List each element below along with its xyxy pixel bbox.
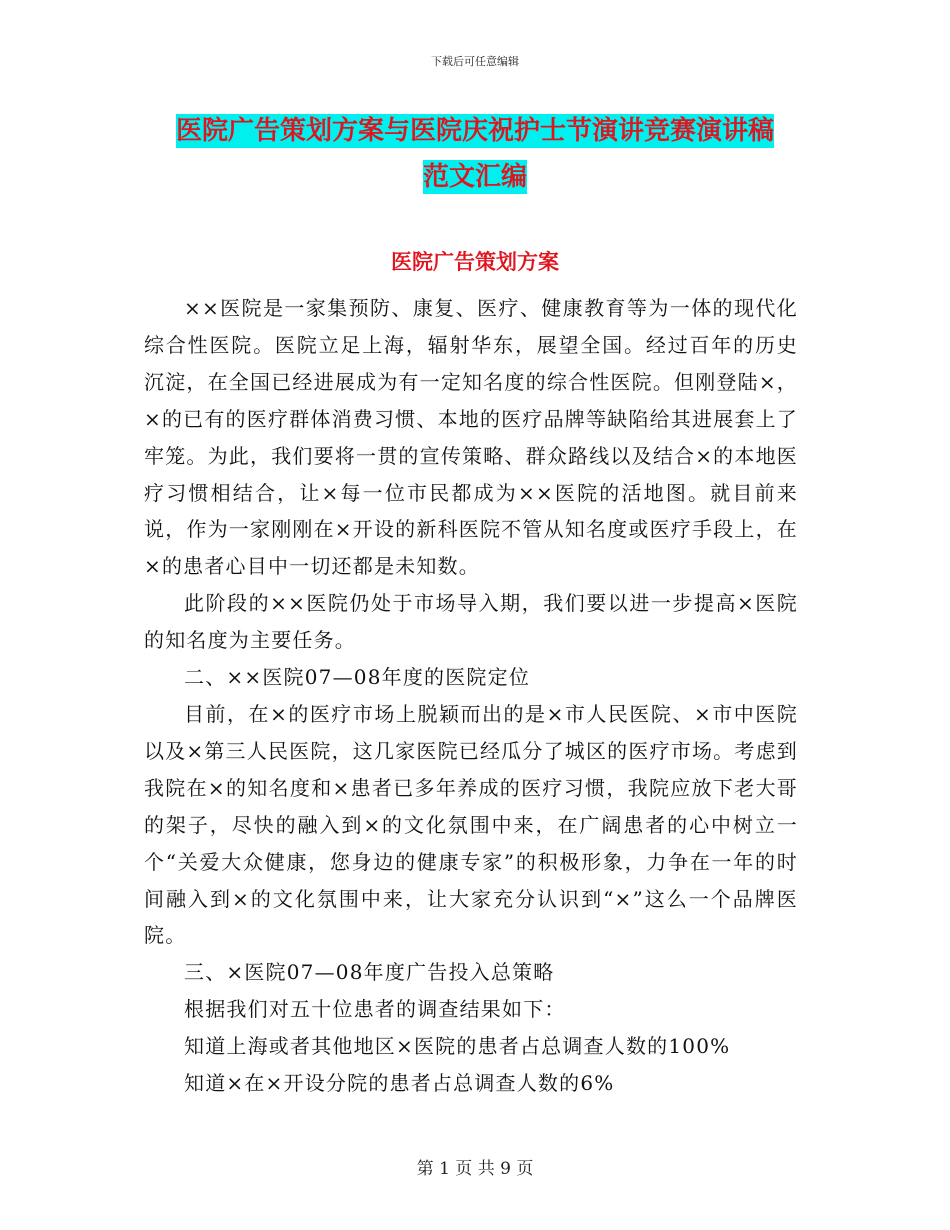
paragraph: 知道上海或者其他地区×医院的患者占总调查人数的100%: [184, 1034, 731, 1059]
paragraph: 此阶段的××医院仍处于市场导入期，我们要以进一步提高×医院的知名度为主要任务。: [144, 591, 798, 653]
page-number-footer: 第 1 页 共 9 页: [416, 1159, 534, 1179]
paragraph: ××医院是一家集预防、康复、医疗、健康教育等为一体的现代化综合性医院。医院立足上海，辐射华东，展望全国。经过百年的历史沉淀，在全国已经进展成为有一定知名度的综合性医院。但刚登陆×，×的已有的医疗群体消费习惯、本地的医疗品牌等缺陷给其进展套上了牢笼。为此，我们要将一贯的宣传策略、群众路线以及结合×的本地医疗习惯相结合，让×每一位市民都成为××医院的活地图。就目前来说，作为一家刚刚在×开设的新科医院不管从知名度或医疗手段上，在×的患者心目中一切还都是未知数。: [144, 296, 798, 579]
paragraph: 三、×医院07—08年度广告投入总策略: [184, 960, 555, 985]
document-title-line-2: 范文汇编: [422, 162, 527, 192]
document-body: [144, 290, 798, 1102]
paragraph: 二、××医院07—08年度的医院定位: [184, 665, 531, 690]
document-title-line-1: 医院广告策划方案与医院庆祝护士节演讲竞赛演讲稿: [175, 116, 774, 146]
paragraph: 知道×在×开设分院的患者占总调查人数的6%: [184, 1071, 615, 1096]
paragraph: 目前，在×的医疗市场上脱颖而出的是×市人民医院、×市中医院以及×第三人民医院，这几家医院已经瓜分了城区的医疗市场。考虑到我院在×的知名度和×患者已多年养成的医疗习惯，我院应放下老大哥的架子，尽快的融入到×的文化氛围中来，在广阔患者的心中树立一个“关爱大众健康，您身边的健康专家”的积极形象，力争在一年的时间融入到×的文化氛围中来，让大家充分认识到“×”这么一个品牌医院。: [144, 701, 798, 948]
section-heading: 医院广告策划方案: [391, 249, 559, 274]
document-title: [145, 108, 805, 200]
paragraph: 根据我们对五十位患者的调查结果如下：: [184, 997, 566, 1022]
page-header-note: 下载后可任意编辑: [431, 55, 519, 68]
